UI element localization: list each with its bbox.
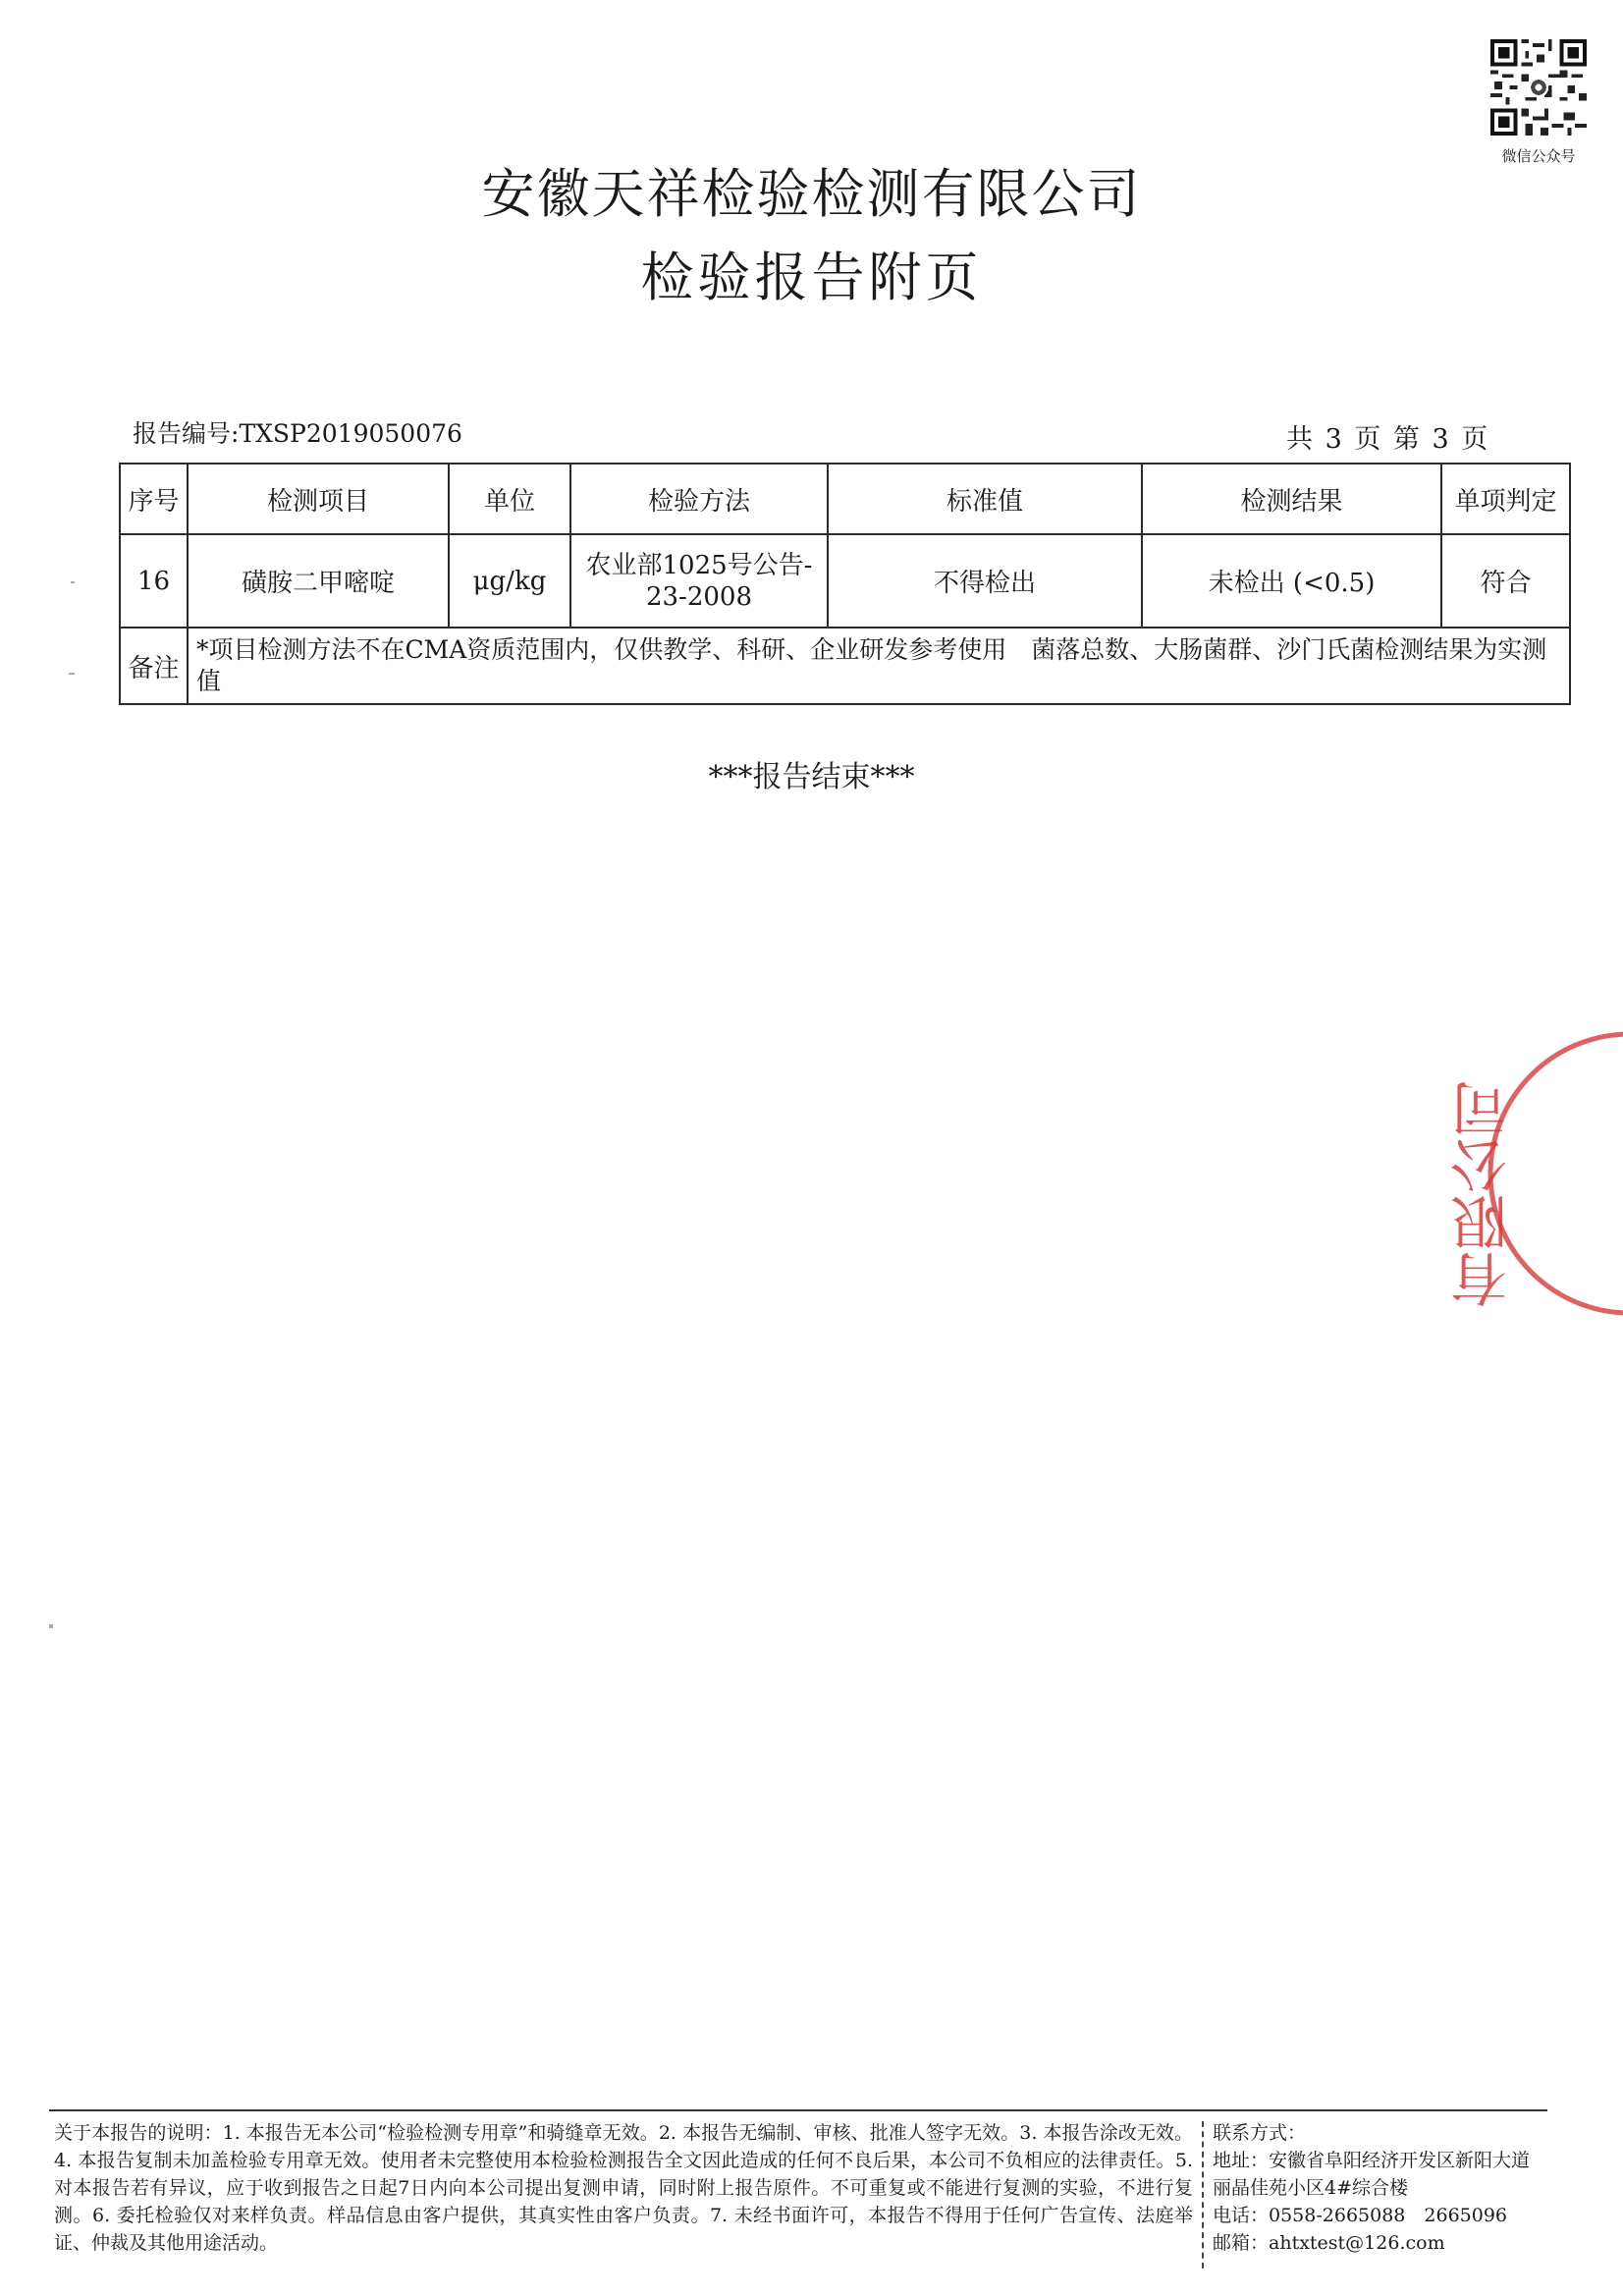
remark-label: 备注 (120, 628, 188, 704)
document-title: 检验报告附页 (640, 246, 983, 308)
header-result: 检测结果 (1142, 464, 1441, 534)
report-number-value: TXSP2019050076 (239, 419, 462, 448)
contact-info (1213, 2119, 1586, 2257)
cell-unit: μg/kg (449, 534, 570, 628)
scan-mark (49, 1624, 53, 1628)
seal-text: 有限公司 (1450, 1080, 1517, 1308)
contact-phone: 电话：0558-2665088 2665096 (1213, 2205, 1508, 2226)
qr-code (1490, 39, 1587, 136)
remark-text: *项目检测方法不在CMA资质范围内，仅供教学、科研、企业研发参考使用 菌落总数、大肠菌群、沙门氏菌检测结果为实测值 (188, 628, 1570, 704)
method-line-1: 农业部1025号公告- (585, 550, 813, 580)
header-judgement: 单项判定 (1441, 464, 1570, 534)
header-unit: 单位 (449, 464, 570, 534)
qr-caption: 微信公众号 (1501, 147, 1576, 165)
cell-method (570, 534, 828, 628)
company-title: 安徽天祥检验检测有限公司 (481, 163, 1142, 225)
contact-email: 邮箱：ahtxtest@126.com (1213, 2232, 1445, 2254)
footer-notes: 关于本报告的说明：1. 本报告无本公司“检验检测专用章”和骑缝章无效。2. 本报告无编制、审核、批准人签字无效。3. 本报告涂改无效。4. 本报告复制未加盖检验专用章无效。使用者未完整使用本检验检测报告全文因此造成的任何不良后果，本公司不负相应的法律责任。5. 对本报告若有异议，应于收到报告之日起7日内向本公司提出复测申请，同时附上报告原件。不可重复或不能进行复测的实验，不进行复测。6. 委托检验仅对来样负责。样品信息由客户提供，其真实性由客户负责。7. 未经书面许可，本报告不得用于任何广告宣传、法庭举证、仲裁及其他用途活动。 (54, 2122, 1193, 2254)
footer-divider (1202, 2121, 1204, 2269)
report-number (133, 414, 462, 450)
contact-address-2: 丽晶佳苑小区4#综合楼 (1213, 2177, 1409, 2199)
footer-rule (49, 2109, 1547, 2111)
cell-no: 16 (120, 534, 188, 628)
contact-address-1: 地址：安徽省阜阳经济开发区新阳大道 (1213, 2150, 1531, 2171)
report-end-mark: ***报告结束*** (708, 760, 915, 794)
report-number-label: 报告编号: (133, 419, 240, 448)
header-no: 序号 (120, 464, 188, 534)
cell-judgement: 符合 (1441, 534, 1570, 628)
cell-standard: 不得检出 (828, 534, 1142, 628)
header-method: 检验方法 (570, 464, 828, 534)
scan-mark (71, 581, 75, 583)
page-info: 共 3 页 第 3 页 (1286, 424, 1488, 455)
remark-row (120, 628, 1570, 704)
table-header-row (120, 464, 1570, 534)
header-item: 检测项目 (188, 464, 449, 534)
scan-mark (69, 673, 75, 675)
contact-title: 联系方式： (1213, 2122, 1307, 2144)
results-table (119, 463, 1571, 705)
cell-result: 未检出 (<0.5) (1142, 534, 1441, 628)
header-standard: 标准值 (828, 464, 1142, 534)
table-row (120, 534, 1570, 628)
method-line-2: 23-2008 (645, 581, 753, 612)
cell-item: 磺胺二甲嘧啶 (188, 534, 449, 628)
